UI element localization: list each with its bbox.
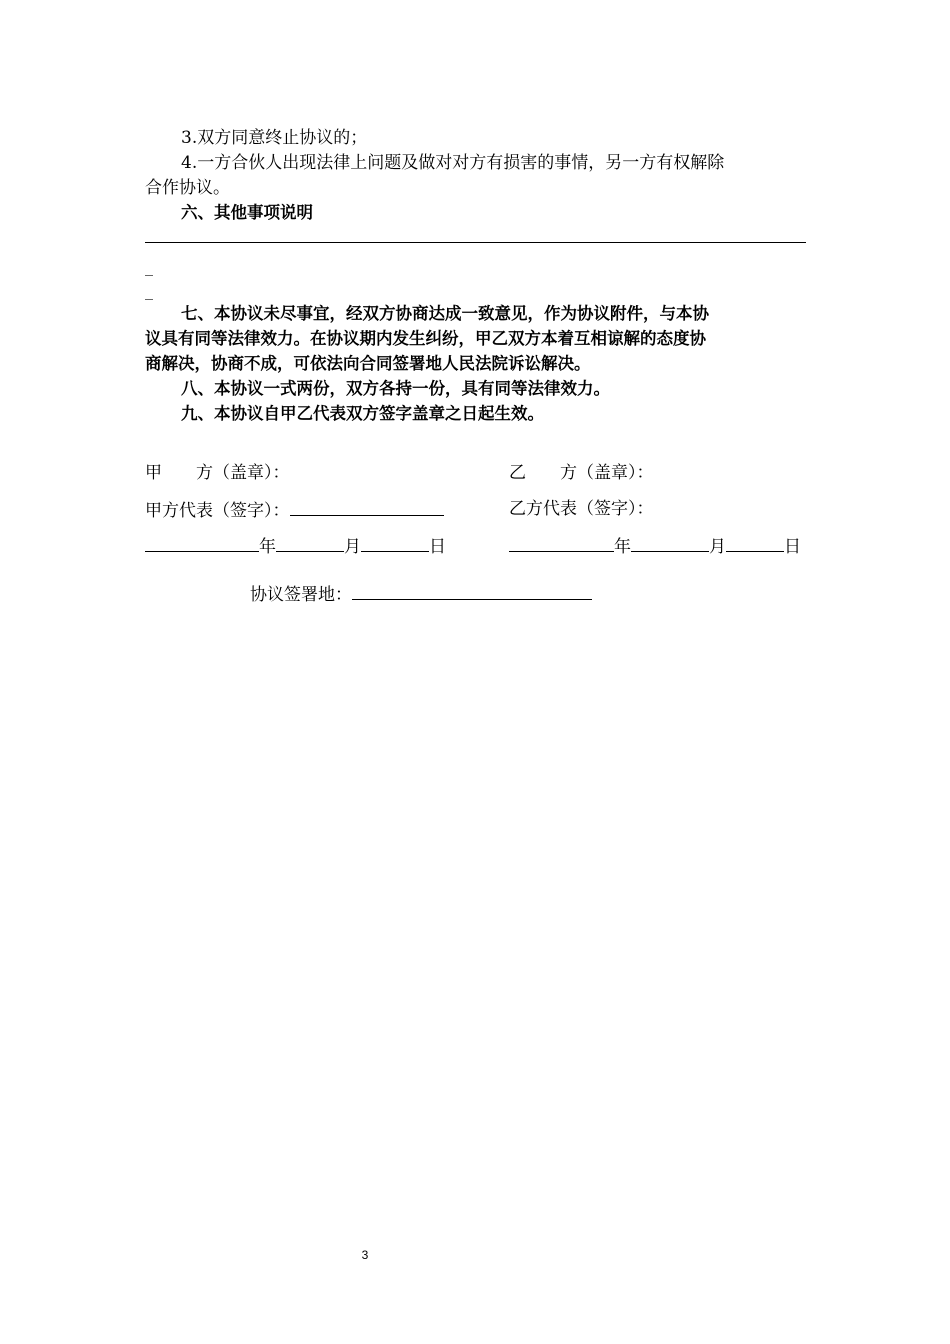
party-a-month-field[interactable] [276, 533, 344, 552]
party-a-representative-row [145, 497, 444, 523]
year-label: 年 [259, 537, 276, 557]
signing-place-label: 协议签署地： [250, 585, 352, 605]
party-a-signature-field[interactable] [290, 497, 444, 516]
section-7-line-3: 商解决，协商不成，可依法向合同签署地人民法院诉讼解决。 [145, 354, 591, 373]
blank-line [145, 242, 806, 243]
signing-place-row [250, 581, 592, 607]
party-b-seal-label: 乙 方（盖章）： [509, 463, 654, 483]
month-label: 月 [344, 537, 361, 557]
party-a-seal-label: 甲 方（盖章）： [145, 463, 290, 483]
section-7-line-2: 议具有同等法律效力。在协议期内发生纠纷，甲乙双方本着互相谅解的态度协 [145, 329, 706, 348]
section-7-line-1: 七、本协议未尽事宜，经双方协商达成一致意见，作为协议附件，与本协 [181, 304, 709, 323]
party-b-representative-label: 乙方代表（签字）： [509, 499, 654, 519]
section-6-title: 六、其他事项说明 [181, 203, 313, 222]
section-8: 八、本协议一式两份，双方各持一份，具有同等法律效力。 [181, 379, 610, 398]
page-number: 3 [361, 1248, 369, 1262]
party-b-day-field[interactable] [726, 533, 784, 552]
dash-mark: _ [145, 257, 153, 276]
signing-place-field[interactable] [352, 581, 592, 600]
party-a-representative-label: 甲方代表（签字）： [145, 501, 290, 521]
year-label: 年 [614, 537, 631, 557]
clause-item-4-line-1: 4.一方合伙人出现法律上问题及做对对方有损害的事情，另一方有权解除 [181, 153, 725, 173]
clause-item-3: 3.双方同意终止协议的； [181, 128, 368, 148]
party-b-year-field[interactable] [509, 533, 614, 552]
party-a-day-field[interactable] [361, 533, 429, 552]
party-a-date-row [145, 533, 446, 559]
month-label: 月 [709, 537, 726, 557]
dash-mark: _ [145, 281, 153, 300]
day-label: 日 [784, 537, 801, 557]
clause-item-4-line-2: 合作协议。 [145, 178, 230, 198]
party-b-date-row [509, 533, 801, 559]
party-a-year-field[interactable] [145, 533, 259, 552]
day-label: 日 [429, 537, 446, 557]
section-9: 九、本协议自甲乙代表双方签字盖章之日起生效。 [181, 404, 544, 423]
party-b-month-field[interactable] [631, 533, 709, 552]
